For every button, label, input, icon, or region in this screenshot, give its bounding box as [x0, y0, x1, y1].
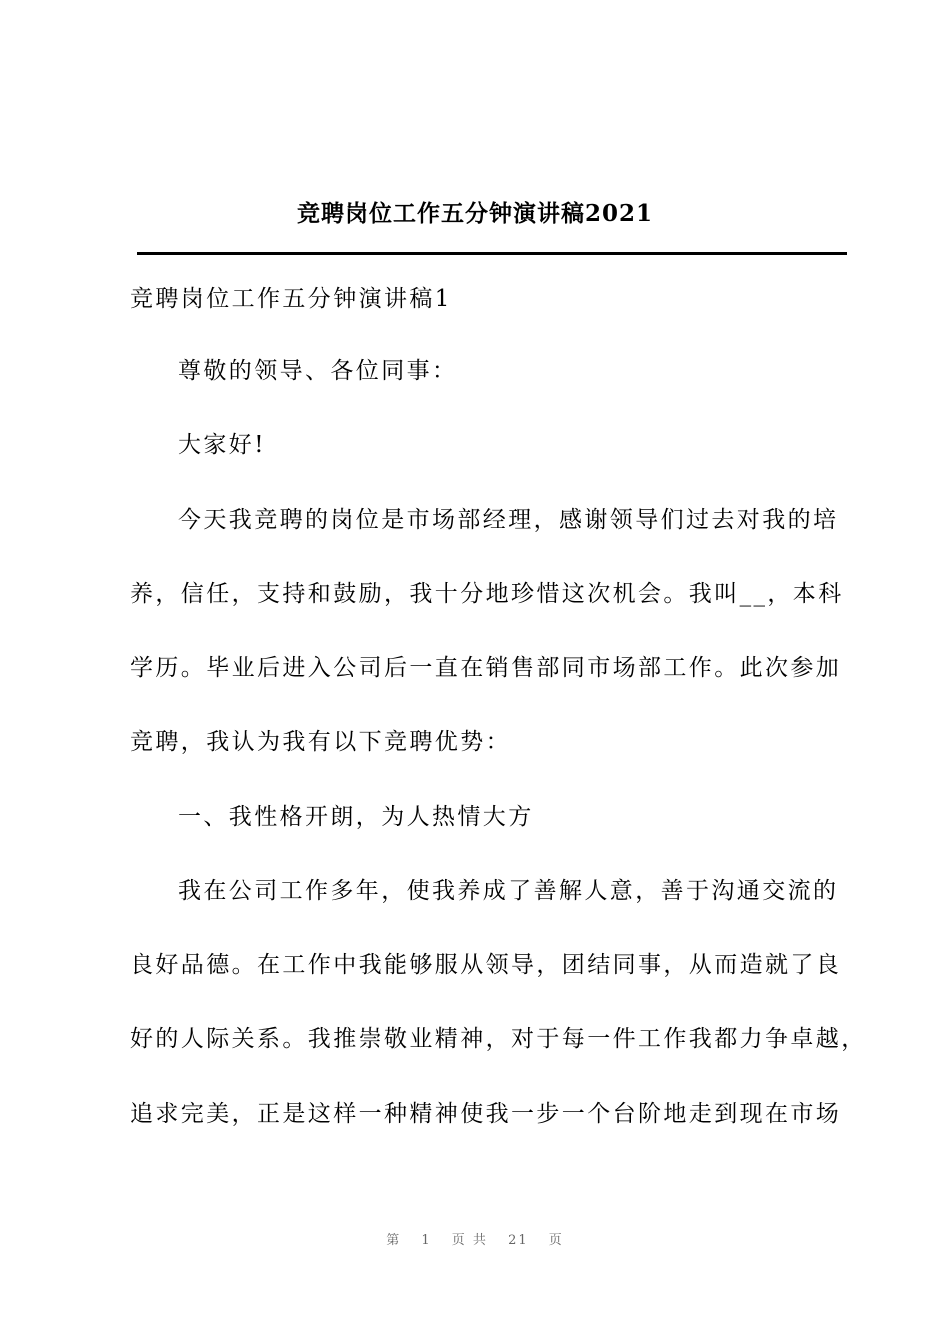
paragraph-line: 好的人际关系。我推崇敬业精神，对于每一件工作我都力争卓越， [130, 1026, 867, 1052]
page-footer [0, 1229, 950, 1248]
paragraph-line: 良好品德。在工作中我能够服从领导，团结同事，从而造就了良 [130, 952, 842, 978]
section-heading: 竞聘岗位工作五分钟演讲稿1 [130, 286, 452, 312]
paragraph-line: 我在公司工作多年，使我养成了善解人意，善于沟通交流的 [178, 878, 839, 904]
paragraph-line: 养，信任，支持和鼓励，我十分地珍惜这次机会。我叫__，本科 [130, 581, 844, 607]
paragraph-line: 学历。毕业后进入公司后一直在销售部同市场部工作。此次参加 [130, 655, 842, 681]
page-label-prefix: 第 [386, 1233, 402, 1248]
page-label-suffix: 页 [548, 1233, 564, 1248]
paragraph-line: 追求完美，正是这样一种精神使我一步一个台阶地走到现在市场 [130, 1101, 842, 1127]
page-label-middle: 页 共 [451, 1233, 488, 1248]
total-page-count: 21 [508, 1233, 529, 1248]
paragraph-line: 今天我竞聘的岗位是市场部经理，感谢领导们过去对我的培 [178, 507, 839, 533]
greeting-line: 大家好! [178, 432, 266, 458]
title-underline [137, 252, 847, 255]
salutation-line: 尊敬的领导、各位同事： [178, 358, 458, 384]
subheading-line: 一、我性格开朗，为人热情大方 [178, 804, 534, 830]
current-page-number: 1 [421, 1233, 432, 1248]
paragraph-line: 竞聘，我认为我有以下竞聘优势： [130, 729, 511, 755]
document-title: 竞聘岗位工作五分钟演讲稿2021 [296, 200, 653, 227]
